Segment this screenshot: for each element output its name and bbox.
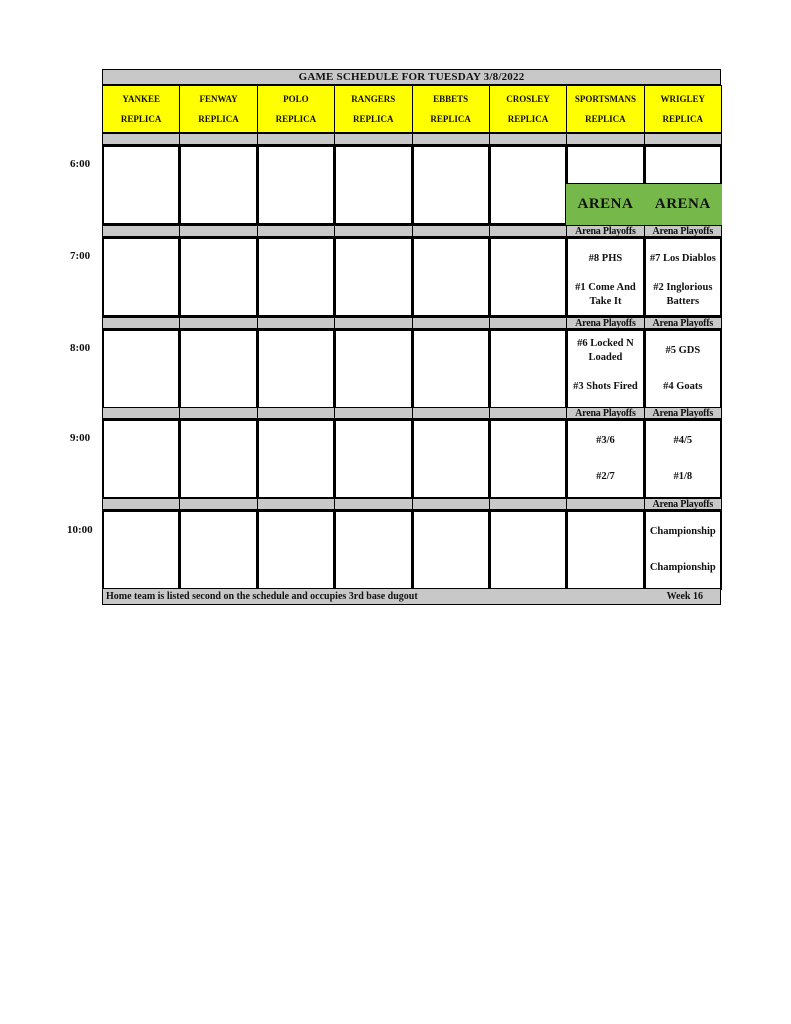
home-team: #2/7	[596, 471, 615, 482]
slot-fenway-9	[179, 419, 257, 499]
slot-separator-fenway-10	[179, 498, 257, 510]
slot-fenway-6	[179, 145, 257, 225]
home-team: #4 Goats	[663, 381, 703, 392]
field-name: RANGERS	[351, 94, 396, 104]
footer-note: Home team is listed second on the schedule and occupies 3rd base dugout	[106, 591, 418, 602]
slot-wrigley-7	[644, 237, 722, 317]
slot-separator-crosley-8	[489, 317, 567, 329]
slot-polo-7	[257, 237, 335, 317]
slot-polo-9	[257, 419, 335, 499]
arena-label: ARENA	[577, 196, 634, 212]
slot-separator-ebbets-9	[412, 407, 490, 419]
slot-separator-fenway-6	[179, 133, 257, 145]
slot-crosley-8	[489, 329, 567, 409]
slot-separator-polo-8	[257, 317, 335, 329]
group-label: Arena Playoffs	[652, 317, 714, 329]
slot-fenway-7	[179, 237, 257, 317]
slot-sportsmans-10	[566, 510, 644, 590]
slot-separator-crosley-6	[489, 133, 567, 145]
field-sub: REPLICA	[198, 114, 239, 124]
group-label: Arena Playoffs	[575, 225, 636, 237]
slot-separator-crosley-9	[489, 407, 567, 419]
slot-separator-ebbets-8	[412, 317, 490, 329]
home-team: #1 Come And Take It	[575, 282, 636, 307]
time-label-7: 7:00	[70, 250, 91, 262]
time-label-6: 6:00	[70, 158, 91, 170]
field-header-ebbets	[412, 85, 490, 133]
away-team: #6 Locked N Loaded	[577, 338, 634, 363]
schedule-table	[102, 69, 721, 605]
slot-wrigley-10	[644, 510, 722, 590]
slot-separator-fenway-7	[179, 225, 257, 237]
away-team: #8 PHS	[588, 253, 623, 264]
slot-separator-crosley-10	[489, 498, 567, 510]
arena-playoffs-label-sportsmans-9	[566, 407, 644, 419]
slot-separator-yankee-10	[102, 498, 180, 510]
slot-ebbets-10	[412, 510, 490, 590]
slot-separator-sportsmans-6	[566, 133, 644, 145]
slot-ebbets-6	[412, 145, 490, 225]
home-team: #3 Shots Fired	[573, 381, 638, 392]
field-sub: REPLICA	[662, 114, 704, 124]
slot-ebbets-7	[412, 237, 490, 317]
arena-label: ARENA	[654, 196, 711, 212]
slot-separator-ebbets-7	[412, 225, 490, 237]
slot-separator-yankee-6	[102, 133, 180, 145]
field-sub: REPLICA	[120, 114, 162, 124]
slot-separator-rangers-8	[334, 317, 412, 329]
slot-yankee-7	[102, 237, 180, 317]
slot-separator-yankee-8	[102, 317, 180, 329]
slot-crosley-6	[489, 145, 567, 225]
arena-playoffs-label-wrigley-9	[644, 407, 722, 419]
field-header-crosley	[489, 85, 567, 133]
slot-separator-fenway-8	[179, 317, 257, 329]
week-label: Week 16	[666, 591, 703, 602]
field-sub: REPLICA	[585, 114, 626, 124]
arena-playoffs-label-sportsmans-7	[566, 225, 644, 237]
slot-ebbets-8	[412, 329, 490, 409]
slot-rangers-6	[334, 145, 412, 225]
slot-separator-crosley-7	[489, 225, 567, 237]
slot-polo-10	[257, 510, 335, 590]
group-label: Arena Playoffs	[652, 498, 714, 510]
slot-fenway-8	[179, 329, 257, 409]
group-label: Arena Playoffs	[575, 407, 636, 419]
field-sub: REPLICA	[507, 114, 549, 124]
away-team: #5 GDS	[665, 345, 701, 356]
field-name: EBBETS	[433, 94, 469, 104]
home-team: #2 Inglorious Batters	[653, 282, 713, 307]
home-team: Championship	[649, 562, 716, 573]
home-team: #1/8	[673, 471, 693, 482]
slot-separator-polo-6	[257, 133, 335, 145]
slot-separator-rangers-7	[334, 225, 412, 237]
slot-rangers-8	[334, 329, 412, 409]
slot-fenway-10	[179, 510, 257, 590]
away-team: #4/5	[673, 435, 693, 446]
slot-separator-sportsmans-10	[566, 498, 644, 510]
schedule-footer	[102, 588, 721, 605]
arena-playoffs-label-wrigley-8	[644, 317, 722, 329]
time-label-9: 9:00	[70, 432, 91, 444]
slot-sportsmans-7	[566, 237, 644, 317]
time-label-10: 10:00	[67, 524, 93, 536]
slot-sportsmans-6	[566, 145, 644, 185]
field-name: CROSLEY	[506, 94, 550, 104]
field-header-wrigley	[644, 85, 722, 133]
field-header-polo	[257, 85, 335, 133]
field-sub: REPLICA	[430, 114, 471, 124]
slot-separator-rangers-9	[334, 407, 412, 419]
slot-sportsmans-9	[566, 419, 644, 499]
slot-polo-8	[257, 329, 335, 409]
away-team: #7 Los Diablos	[649, 253, 716, 264]
group-label: Arena Playoffs	[652, 407, 714, 419]
slot-rangers-10	[334, 510, 412, 590]
arena-playoffs-label-wrigley-10	[644, 498, 722, 510]
arena-playoffs-label-sportsmans-8	[566, 317, 644, 329]
field-header-rangers	[334, 85, 412, 133]
slot-ebbets-9	[412, 419, 490, 499]
slot-separator-wrigley-6	[644, 133, 722, 145]
slot-yankee-9	[102, 419, 180, 499]
slot-rangers-9	[334, 419, 412, 499]
slot-wrigley-6	[644, 145, 722, 185]
field-header-fenway	[179, 85, 257, 133]
slot-wrigley-8	[644, 329, 722, 409]
field-name: YANKEE	[122, 94, 161, 104]
slot-separator-ebbets-10	[412, 498, 490, 510]
slot-separator-fenway-9	[179, 407, 257, 419]
slot-separator-yankee-9	[102, 407, 180, 419]
slot-crosley-7	[489, 237, 567, 317]
slot-polo-6	[257, 145, 335, 225]
slot-crosley-9	[489, 419, 567, 499]
slot-yankee-10	[102, 510, 180, 590]
slot-crosley-10	[489, 510, 567, 590]
arena-banner-wrigley	[644, 184, 722, 225]
slot-separator-polo-10	[257, 498, 335, 510]
field-header-sportsmans	[566, 85, 644, 133]
slot-yankee-8	[102, 329, 180, 409]
away-team: Championship	[649, 526, 716, 537]
field-sub: REPLICA	[353, 114, 394, 124]
group-label: Arena Playoffs	[575, 317, 636, 329]
field-name: FENWAY	[199, 94, 238, 104]
slot-separator-rangers-6	[334, 133, 412, 145]
field-name: WRIGLEY	[660, 94, 706, 104]
arena-banner-sportsmans	[566, 184, 644, 225]
field-name: POLO	[283, 94, 309, 104]
field-sub: REPLICA	[275, 114, 317, 124]
slot-separator-rangers-10	[334, 498, 412, 510]
slot-yankee-6	[102, 145, 180, 225]
group-label: Arena Playoffs	[652, 225, 714, 237]
slot-separator-polo-9	[257, 407, 335, 419]
field-name: SPORTSMANS	[574, 94, 637, 104]
slot-sportsmans-8	[566, 329, 644, 409]
slot-separator-yankee-7	[102, 225, 180, 237]
away-team: #3/6	[596, 435, 615, 446]
slot-rangers-7	[334, 237, 412, 317]
time-label-8: 8:00	[70, 342, 91, 354]
field-header-yankee	[102, 85, 180, 133]
arena-playoffs-label-wrigley-7	[644, 225, 722, 237]
schedule-title: GAME SCHEDULE FOR TUESDAY 3/8/2022	[102, 69, 721, 85]
slot-separator-polo-7	[257, 225, 335, 237]
slot-wrigley-9	[644, 419, 722, 499]
slot-separator-ebbets-6	[412, 133, 490, 145]
